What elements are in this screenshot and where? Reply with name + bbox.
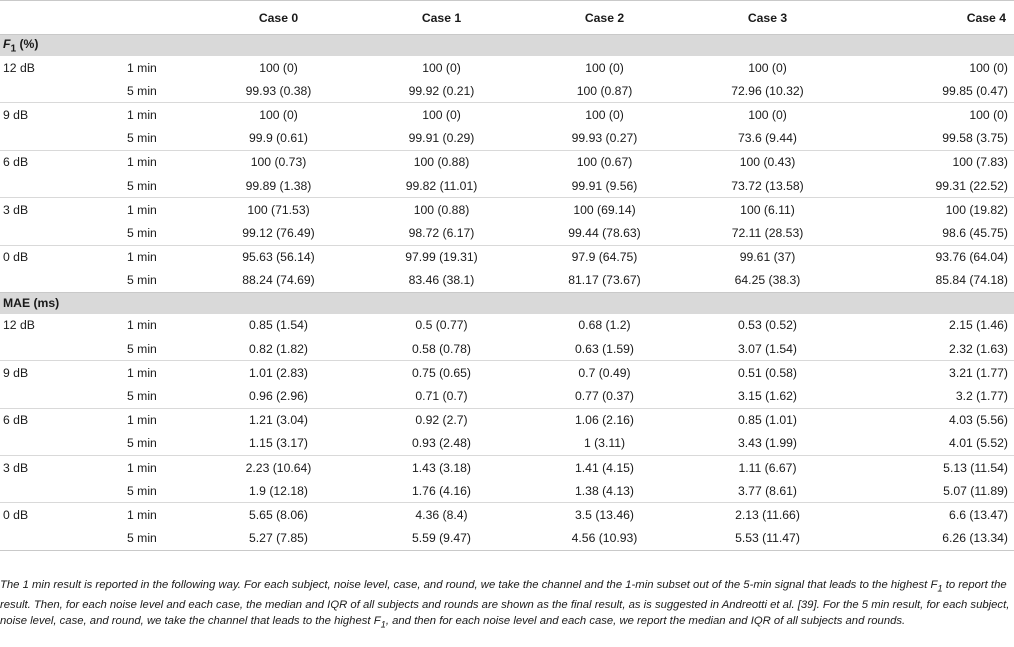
- value-cell-case-0: 100 (71.53): [247, 202, 310, 217]
- value-cell-case-1: 0.71 (0.7): [360, 384, 523, 408]
- value-cell-case-1: 100 (0): [422, 60, 461, 75]
- table-row: [0, 174, 1014, 198]
- duration-cell: 5 min: [97, 479, 197, 503]
- noise-level-cell-empty: [0, 479, 97, 503]
- duration-cell: 1 min: [127, 460, 157, 475]
- value-cell-case-2: 0.77 (0.37): [523, 384, 686, 408]
- table-row: [0, 79, 1014, 103]
- duration-cell: 1 min: [127, 107, 157, 122]
- value-cell-case-1: 83.46 (38.1): [360, 269, 523, 293]
- noise-level-cell-empty: [0, 384, 97, 408]
- value-cell-case-3: 99.61 (37): [739, 250, 796, 265]
- value-cell-case-4: 6.6 (13.47): [949, 507, 1008, 522]
- value-cell-case-1: 100 (0): [422, 107, 461, 122]
- footnote-f-subscript: 1: [937, 582, 943, 594]
- value-cell-case-3: 100 (6.11): [740, 202, 795, 217]
- section-label-main: MAE (ms): [3, 296, 60, 311]
- value-cell-case-2: 97.9 (64.75): [571, 250, 638, 265]
- duration-cell: 1 min: [127, 202, 157, 217]
- header-blank-noise: [0, 1, 97, 35]
- value-cell-case-2: 81.17 (73.67): [523, 269, 686, 293]
- value-cell-case-3: 100 (0): [748, 107, 787, 122]
- noise-level-cell: 3 dB: [3, 460, 29, 475]
- value-cell-case-1: 1.76 (4.16): [360, 479, 523, 503]
- noise-level-cell-empty: [0, 79, 97, 103]
- value-cell-case-0: 88.24 (74.69): [197, 269, 360, 293]
- value-cell-case-3: 0.51 (0.58): [738, 365, 797, 380]
- section-label: [0, 35, 1014, 57]
- value-cell-case-2: 3.5 (13.46): [575, 507, 634, 522]
- value-cell-case-4: 99.85 (0.47): [849, 79, 1014, 103]
- column-header-case-0: Case 0: [197, 1, 360, 35]
- table-row: [0, 103, 1014, 127]
- duration-cell: 5 min: [97, 174, 197, 198]
- section-header-row: [0, 35, 1014, 57]
- value-cell-case-2: 1.38 (4.13): [523, 479, 686, 503]
- noise-level-cell-empty: [0, 221, 97, 245]
- noise-level-cell: 6 dB: [3, 155, 29, 170]
- value-cell-case-0: 0.82 (1.82): [197, 337, 360, 361]
- noise-level-cell-empty: [0, 527, 97, 551]
- section-label-subscript: 1: [10, 43, 17, 55]
- value-cell-case-2: 99.91 (9.56): [523, 174, 686, 198]
- value-cell-case-3: 73.72 (13.58): [686, 174, 849, 198]
- value-cell-case-1: 99.92 (0.21): [360, 79, 523, 103]
- noise-level-cell-empty: [0, 127, 97, 151]
- section-header-row: [0, 292, 1014, 314]
- value-cell-case-4: 100 (19.82): [945, 202, 1008, 217]
- value-cell-case-1: 0.92 (2.7): [415, 413, 468, 428]
- value-cell-case-2: 100 (0): [585, 107, 624, 122]
- column-header-case-3: Case 3: [686, 1, 849, 35]
- footnote-part2: to report the result. Then, for each noise level and each case, the median and IQR of all subjects and rounds are shown as the final result, as is suggested in Andreotti et al. [: [0, 579, 1007, 611]
- duration-cell: 5 min: [97, 127, 197, 151]
- value-cell-case-3: 72.96 (10.32): [686, 79, 849, 103]
- value-cell-case-2: 1 (3.11): [523, 432, 686, 456]
- value-cell-case-0: 1.01 (2.83): [249, 365, 308, 380]
- value-cell-case-2: 1.41 (4.15): [575, 460, 634, 475]
- value-cell-case-0: 0.96 (2.96): [197, 384, 360, 408]
- table-row: [0, 127, 1014, 151]
- value-cell-case-4: 2.15 (1.46): [949, 318, 1008, 333]
- value-cell-case-3: 0.53 (0.52): [738, 318, 797, 333]
- section-label-main: F: [3, 36, 11, 51]
- table-row: [0, 269, 1014, 293]
- noise-level-cell-empty: [0, 337, 97, 361]
- table-row: [0, 150, 1014, 174]
- footnote-f1-symbol: [930, 579, 943, 594]
- value-cell-case-2: 0.68 (1.2): [578, 318, 631, 333]
- value-cell-case-0: 2.23 (10.64): [245, 460, 312, 475]
- value-cell-case-0: 99.89 (1.38): [197, 174, 360, 198]
- value-cell-case-4: 6.26 (13.34): [849, 527, 1014, 551]
- value-cell-case-3: 64.25 (38.3): [686, 269, 849, 293]
- table-row: [0, 337, 1014, 361]
- value-cell-case-1: 5.59 (9.47): [360, 527, 523, 551]
- table-row: [0, 245, 1014, 269]
- table-row: [0, 221, 1014, 245]
- noise-level-cell: 9 dB: [3, 107, 29, 122]
- duration-cell: 1 min: [127, 318, 157, 333]
- duration-cell: 5 min: [97, 384, 197, 408]
- value-cell-case-0: 1.15 (3.17): [197, 432, 360, 456]
- value-cell-case-1: 100 (0.88): [413, 155, 470, 170]
- duration-cell: 1 min: [127, 413, 157, 428]
- header-row: [0, 1, 1014, 35]
- footnote-f-letter: F: [930, 579, 938, 591]
- value-cell-case-0: 1.9 (12.18): [197, 479, 360, 503]
- footnote-part4: , and then for each noise level and each case, we report the median and IQR of all subjects and rounds.: [385, 615, 906, 628]
- table-footnote: [0, 577, 1012, 633]
- value-cell-case-4: 4.01 (5.52): [849, 432, 1014, 456]
- noise-level-cell: 6 dB: [3, 413, 29, 428]
- value-cell-case-0: 95.63 (56.14): [242, 250, 315, 265]
- value-cell-case-0: 0.85 (1.54): [249, 318, 308, 333]
- table-row: [0, 56, 1014, 79]
- value-cell-case-1: 100 (0.88): [413, 202, 470, 217]
- table-row: [0, 432, 1014, 456]
- duration-cell: 1 min: [127, 507, 157, 522]
- duration-cell: 5 min: [97, 337, 197, 361]
- table-row: [0, 314, 1014, 337]
- value-cell-case-2: 100 (0.87): [523, 79, 686, 103]
- value-cell-case-4: 99.58 (3.75): [849, 127, 1014, 151]
- duration-cell: 1 min: [127, 365, 157, 380]
- value-cell-case-2: 99.93 (0.27): [523, 127, 686, 151]
- footnote-part1: The 1 min result is reported in the following way. For each subject, noise level, case, and round, we take the channel and the 1-min subset out of the 5-min signal that leads to the highest: [0, 579, 931, 591]
- value-cell-case-1: 0.75 (0.65): [412, 365, 471, 380]
- value-cell-case-4: 85.84 (74.18): [849, 269, 1014, 293]
- duration-cell: 5 min: [97, 79, 197, 103]
- noise-level-cell: 12 dB: [3, 60, 35, 75]
- value-cell-case-4: 4.03 (5.56): [949, 413, 1008, 428]
- noise-level-cell: 9 dB: [3, 365, 29, 380]
- duration-cell: 1 min: [127, 250, 157, 265]
- footnote-reference: 39: [800, 598, 814, 611]
- table-row: [0, 408, 1014, 432]
- duration-cell: 5 min: [97, 527, 197, 551]
- value-cell-case-0: 100 (0): [259, 60, 298, 75]
- value-cell-case-3: 2.13 (11.66): [735, 507, 800, 522]
- value-cell-case-1: 99.82 (11.01): [360, 174, 523, 198]
- table-body: [0, 35, 1014, 551]
- value-cell-case-3: 100 (0): [748, 60, 787, 75]
- value-cell-case-3: 0.85 (1.01): [738, 413, 797, 428]
- value-cell-case-2: 100 (0): [585, 60, 624, 75]
- value-cell-case-0: 1.21 (3.04): [249, 413, 308, 428]
- value-cell-case-4: 100 (7.83): [952, 155, 1008, 170]
- value-cell-case-4: 99.31 (22.52): [849, 174, 1014, 198]
- duration-cell: 5 min: [97, 432, 197, 456]
- value-cell-case-0: 100 (0): [259, 107, 298, 122]
- footnote-f1-symbol-2: [373, 615, 386, 630]
- value-cell-case-3: 73.6 (9.44): [686, 127, 849, 151]
- column-header-case-2: Case 2: [523, 1, 686, 35]
- value-cell-case-0: 100 (0.73): [250, 155, 307, 170]
- value-cell-case-3: 3.43 (1.99): [686, 432, 849, 456]
- value-cell-case-1: 4.36 (8.4): [415, 507, 468, 522]
- value-cell-case-4: 93.76 (64.04): [935, 250, 1008, 265]
- value-cell-case-2: 4.56 (10.93): [523, 527, 686, 551]
- value-cell-case-4: 3.21 (1.77): [949, 365, 1008, 380]
- value-cell-case-3: 3.15 (1.62): [686, 384, 849, 408]
- table-row: [0, 479, 1014, 503]
- table-row: [0, 456, 1014, 480]
- table-row: [0, 384, 1014, 408]
- value-cell-case-2: 0.63 (1.59): [523, 337, 686, 361]
- duration-cell: 5 min: [97, 269, 197, 293]
- noise-level-cell-empty: [0, 174, 97, 198]
- table-row: [0, 198, 1014, 222]
- header-blank-duration: [97, 1, 197, 35]
- duration-cell: 1 min: [127, 155, 157, 170]
- value-cell-case-4: 3.2 (1.77): [849, 384, 1014, 408]
- table-row: [0, 527, 1014, 551]
- value-cell-case-3: 100 (0.43): [739, 155, 796, 170]
- value-cell-case-4: 2.32 (1.63): [849, 337, 1014, 361]
- table-row: [0, 361, 1014, 385]
- value-cell-case-4: 5.07 (11.89): [849, 479, 1014, 503]
- section-label-unit: (%): [16, 36, 39, 51]
- noise-level-cell: 0 dB: [3, 250, 29, 265]
- value-cell-case-1: 0.58 (0.78): [360, 337, 523, 361]
- value-cell-case-3: 72.11 (28.53): [686, 221, 849, 245]
- noise-level-cell: 0 dB: [3, 507, 29, 522]
- value-cell-case-1: 0.5 (0.77): [415, 318, 468, 333]
- value-cell-case-4: 98.6 (45.75): [849, 221, 1014, 245]
- value-cell-case-0: 99.93 (0.38): [197, 79, 360, 103]
- noise-level-cell-empty: [0, 432, 97, 456]
- value-cell-case-0: 5.65 (8.06): [249, 507, 308, 522]
- duration-cell: 1 min: [127, 60, 157, 75]
- value-cell-case-4: 100 (0): [969, 107, 1008, 122]
- value-cell-case-2: 100 (69.14): [573, 202, 636, 217]
- value-cell-case-3: 3.77 (8.61): [686, 479, 849, 503]
- noise-level-cell: 3 dB: [3, 202, 29, 217]
- value-cell-case-0: 5.27 (7.85): [197, 527, 360, 551]
- table-row: [0, 503, 1014, 527]
- noise-level-cell-empty: [0, 269, 97, 293]
- column-header-case-4: Case 4: [849, 1, 1014, 35]
- duration-cell: 5 min: [97, 221, 197, 245]
- section-label: [0, 292, 1014, 314]
- value-cell-case-1: 0.93 (2.48): [360, 432, 523, 456]
- value-cell-case-1: 1.43 (3.18): [412, 460, 471, 475]
- column-header-case-1: Case 1: [360, 1, 523, 35]
- value-cell-case-3: 5.53 (11.47): [686, 527, 849, 551]
- value-cell-case-4: 100 (0): [969, 60, 1008, 75]
- value-cell-case-1: 99.91 (0.29): [360, 127, 523, 151]
- value-cell-case-1: 97.99 (19.31): [405, 250, 478, 265]
- value-cell-case-1: 98.72 (6.17): [360, 221, 523, 245]
- value-cell-case-4: 5.13 (11.54): [943, 460, 1008, 475]
- value-cell-case-2: 1.06 (2.16): [575, 413, 634, 428]
- noise-level-cell: 12 dB: [3, 318, 35, 333]
- value-cell-case-0: 99.12 (76.49): [197, 221, 360, 245]
- footnote-f-letter-2: F: [373, 615, 381, 628]
- value-cell-case-3: 1.11 (6.67): [738, 460, 797, 475]
- footnote-part3: ]. For the 5 min result, for each subject, noise level, case, and round, we take the channel that leads to the highest: [0, 598, 1010, 628]
- value-cell-case-0: 99.9 (0.61): [197, 127, 360, 151]
- value-cell-case-2: 0.7 (0.49): [578, 365, 631, 380]
- footnote-f-subscript-2: 1: [380, 618, 386, 630]
- value-cell-case-2: 99.44 (78.63): [523, 221, 686, 245]
- value-cell-case-2: 100 (0.67): [576, 155, 633, 170]
- value-cell-case-3: 3.07 (1.54): [686, 337, 849, 361]
